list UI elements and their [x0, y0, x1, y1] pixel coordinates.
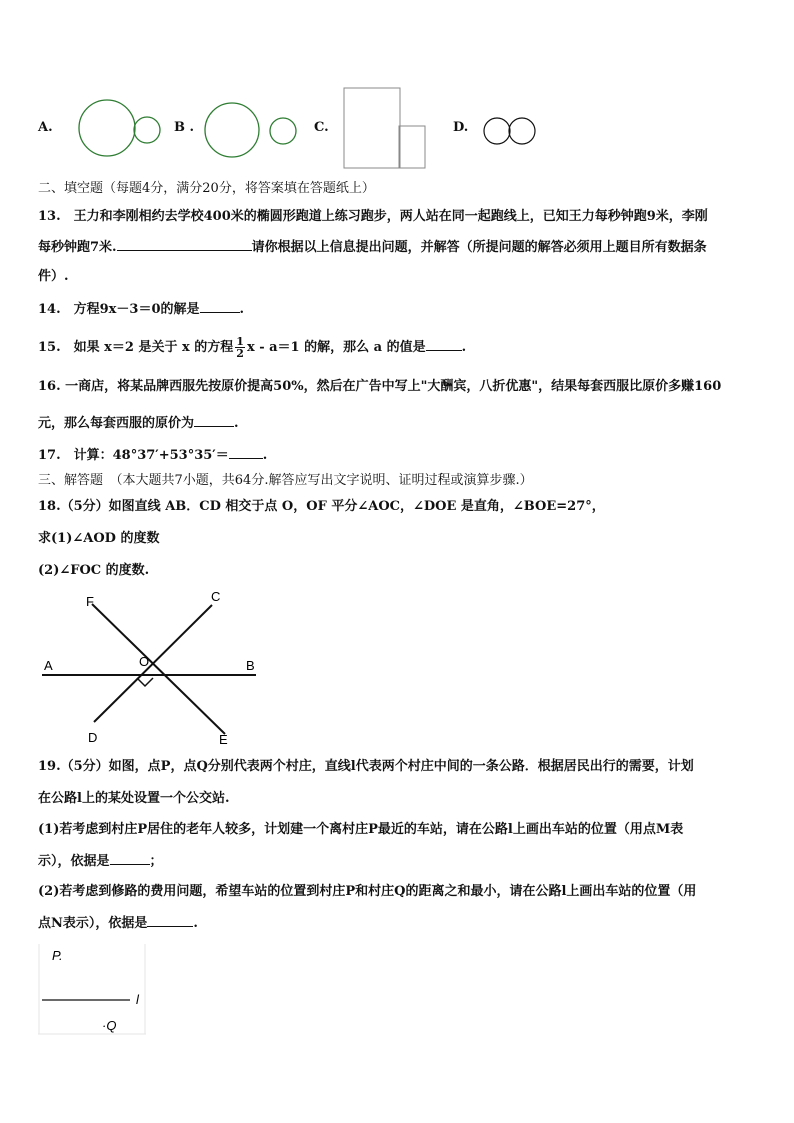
question-18-line-3: (2)∠FOC 的度数.	[38, 563, 150, 578]
label-e: E	[219, 732, 228, 747]
question-16-line-1: 16. 一商店，将某品牌西服先按原价提高50%，然后在广告中写上"大酬宾，八折优惠"，结果每套西服比原价多赚160	[38, 379, 722, 394]
question-16-end: .	[234, 416, 239, 431]
question-13-line-3: 件）.	[38, 269, 69, 284]
question-13-line-2	[38, 238, 707, 257]
label-p: P.	[52, 948, 63, 963]
option-b-figure	[202, 100, 302, 162]
question-17	[38, 446, 267, 465]
question-18-line-1: 18.（5分）如图直线 AB．CD 相交于点 O，OF 平分∠AOC，∠DOE 是直角，∠BOE=27°，	[38, 499, 605, 514]
label-o: O	[139, 654, 150, 669]
question-15-text-cont: x - a＝1 的解，那么 a 的值是	[246, 340, 426, 355]
answer-blank[interactable]	[426, 338, 462, 351]
answer-blank[interactable]	[147, 914, 193, 927]
option-a-figure	[76, 98, 164, 160]
fraction-numerator: 1	[236, 335, 244, 348]
question-19-line-3: (1)若考虑到村庄P居住的老年人较多，计划建一个离村庄P最近的车站，请在公路l上画出车站的位置（用点M表	[38, 822, 684, 837]
label-b: B	[246, 658, 255, 673]
answer-blank[interactable]	[194, 414, 234, 427]
question-14-end: .	[239, 302, 245, 317]
question-13-line-1: 13. 王力和李刚相约去学校400米的椭圆形跑道上练习跑步，两人站在同一起跑线上，已知王力每秒钟跑9米，李刚	[38, 209, 708, 224]
option-d-label: D.	[453, 120, 469, 135]
fraction-denominator: 2	[236, 347, 244, 360]
question-18-line-2: 求(1)∠AOD 的度数	[38, 531, 160, 546]
answer-blank[interactable]	[117, 238, 252, 251]
answer-blank[interactable]	[229, 446, 263, 459]
question-19-line-6	[38, 914, 198, 933]
question-14	[38, 300, 244, 319]
question-15	[38, 334, 466, 362]
question-19-text: 示），依据是	[38, 854, 110, 869]
question-19-line-2: 在公路l上的某处设置一个公交站.	[38, 791, 230, 806]
question-19-text-end-2: .	[193, 916, 198, 931]
question-13-text-cont: 请你根据以上信息提出问题，并解答（所提问题的解答必须用上题目所有数据条	[251, 240, 707, 255]
question-17-end: .	[262, 448, 268, 463]
question-14-text: 14. 方程9x－3＝0的解是	[38, 302, 200, 317]
section-3-heading: 三、解答题 （本大题共7小题，共64分.解答应写出文字说明、证明过程或演算步骤.）	[38, 473, 533, 488]
question-19-text-end: ；	[149, 854, 163, 869]
question-15-end: .	[461, 340, 467, 355]
question-19-line-1: 19.（5分）如图，点P，点Q分别代表两个村庄，直线l代表两个村庄中间的一条公路．根据居民出行的需要，计划	[38, 759, 694, 774]
answer-blank[interactable]	[200, 300, 240, 313]
fraction	[235, 336, 245, 359]
option-a-label: A.	[38, 120, 53, 135]
question-19-figure	[38, 944, 148, 1036]
section-2-heading: 二、填空题（每题4分，满分20分，将答案填在答题纸上）	[38, 181, 375, 196]
question-16-text: 元，那么每套西服的原价为	[38, 416, 195, 431]
option-d-figure	[480, 114, 540, 148]
question-16-line-2	[38, 414, 239, 433]
option-b-label: B .	[174, 120, 195, 135]
label-l: l	[136, 992, 139, 1007]
answer-blank[interactable]	[110, 852, 150, 865]
label-q: ·Q	[102, 1018, 117, 1033]
option-c-label: C.	[314, 120, 329, 135]
question-18-figure	[36, 588, 266, 748]
question-15-text: 15. 如果 x＝2 是关于 x 的方程	[38, 340, 234, 355]
label-f: F	[86, 594, 94, 609]
option-c-figure	[340, 86, 430, 170]
question-19-line-5: (2)若考虑到修路的费用问题，希望车站的位置到村庄P和村庄Q的距离之和最小，请在公路l上画出车站的位置（用	[38, 884, 697, 899]
question-13-text: 每秒钟跑7米.	[38, 240, 117, 255]
label-d: D	[88, 730, 98, 745]
question-19-text-2: 点N表示），依据是	[38, 916, 148, 931]
label-c: C	[211, 589, 221, 604]
label-a: A	[44, 658, 53, 673]
question-17-text: 17. 计算：48°37′+53°35′＝	[38, 448, 229, 463]
question-19-line-4	[38, 852, 163, 871]
